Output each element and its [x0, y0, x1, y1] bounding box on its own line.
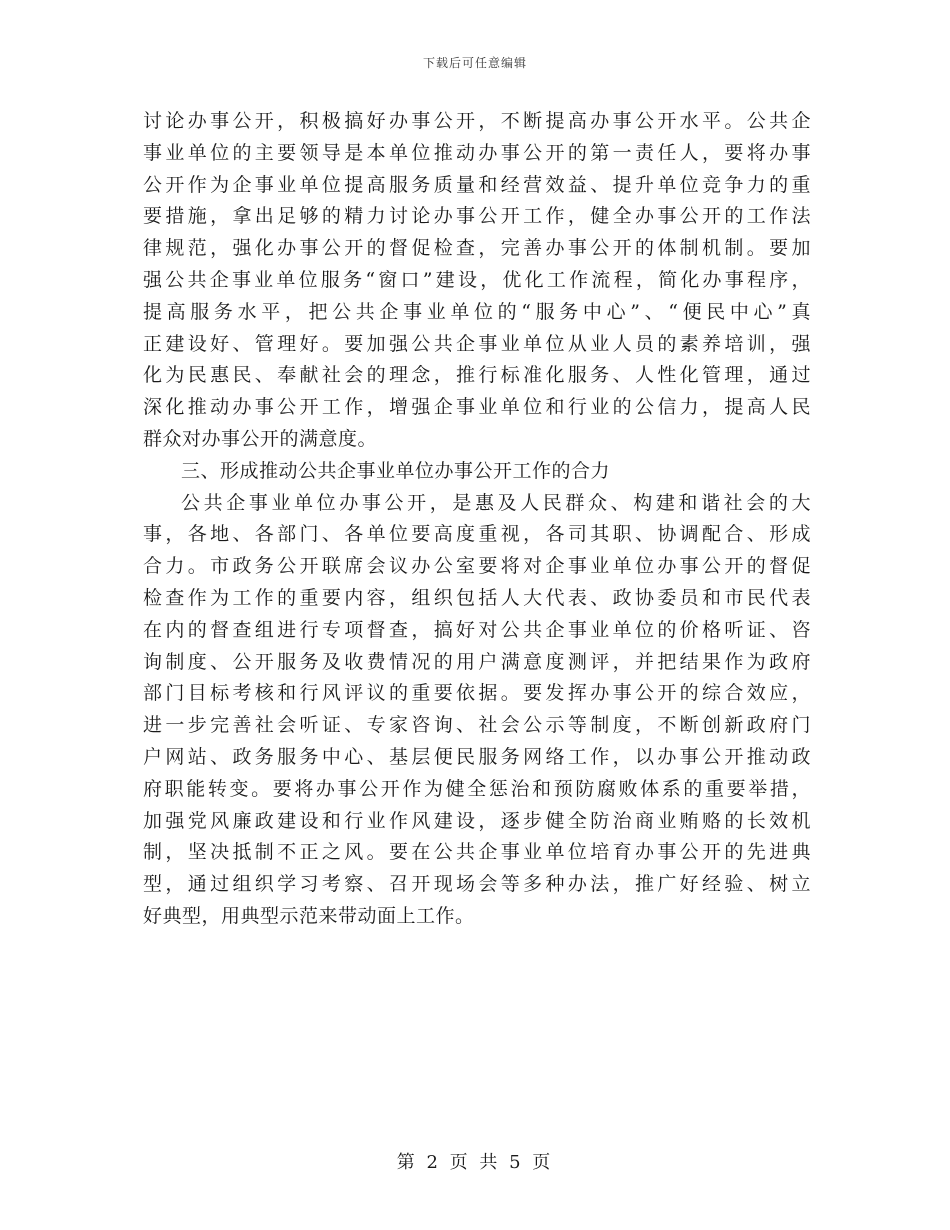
text-line: 制，坚决抵制不正之风。要在公共企事业单位培育办事公开的先进典	[143, 841, 811, 864]
text-line: 深化推动办事公开工作，增强企事业单位和行业的公信力，提高人民	[143, 396, 811, 419]
text-line: 公开作为企事业单位提高服务质量和经营效益、提升单位竞争力的重	[143, 173, 811, 196]
text-line: 化为民惠民、奉献社会的理念，推行标准化服务、人性化管理，通过	[143, 364, 811, 387]
text-line: 强公共企事业单位服务“窗口”建设，优化工作流程，简化办事程序，	[143, 268, 811, 291]
text-line: 要措施，拿出足够的精力讨论办事公开工作，健全办事公开的工作法	[143, 205, 811, 228]
text-line: 部门目标考核和行风评议的重要依据。要发挥办事公开的综合效应，	[143, 682, 811, 705]
text-line: 群众对办事公开的满意度。	[143, 427, 378, 450]
document-body	[143, 106, 811, 933]
text-line: 检查作为工作的重要内容，组织包括人大代表、政协委员和市民代表	[143, 586, 811, 609]
text-line: 在内的督查组进行专项督查，搞好对公共企事业单位的价格听证、咨	[143, 618, 811, 641]
text-line: 事，各地、各部门、各单位要高度重视，各司其职、协调配合、形成	[143, 523, 811, 546]
page-number: 第 2 页 共 5 页	[396, 1152, 554, 1173]
text-line: 府职能转变。要将办事公开作为健全惩治和预防腐败体系的重要举措，	[143, 777, 811, 800]
page-header: 下载后可任意编辑	[422, 56, 527, 70]
text-line: 好典型，用典型示范来带动面上工作。	[143, 904, 475, 927]
text-line: 律规范，强化办事公开的督促检查，完善办事公开的体制机制。要加	[143, 237, 811, 260]
section-heading: 三、形成推动公共企事业单位办事公开工作的合力	[181, 459, 611, 482]
text-line: 加强党风廉政建设和行业作风建设，逐步健全防治商业贿赂的长效机	[143, 809, 811, 832]
text-line: 提高服务水平，把公共企事业单位的“服务中心”、“便民中心”真	[143, 300, 811, 323]
text-line: 讨论办事公开，积极搞好办事公开，不断提高办事公开水平。公共企	[143, 110, 811, 132]
text-line: 型，通过组织学习考察、召开现场会等多种办法，推广好经验、树立	[143, 873, 811, 896]
text-line: 询制度、公开服务及收费情况的用户满意度测评，并把结果作为政府	[143, 650, 811, 673]
text-line: 进一步完善社会听证、专家咨询、社会公示等制度，不断创新政府门	[143, 714, 811, 737]
text-line: 公共企事业单位办事公开，是惠及人民群众、构建和谐社会的大	[181, 491, 811, 514]
text-line: 事业单位的主要领导是本单位推动办事公开的第一责任人，要将办事	[143, 141, 811, 164]
text-line: 正建设好、管理好。要加强公共企事业单位从业人员的素养培训，强	[143, 332, 811, 355]
text-line: 合力。市政务公开联席会议办公室要将对企事业单位办事公开的督促	[143, 555, 811, 578]
text-line: 户网站、政务服务中心、基层便民服务网络工作，以办事公开推动政	[143, 745, 811, 768]
